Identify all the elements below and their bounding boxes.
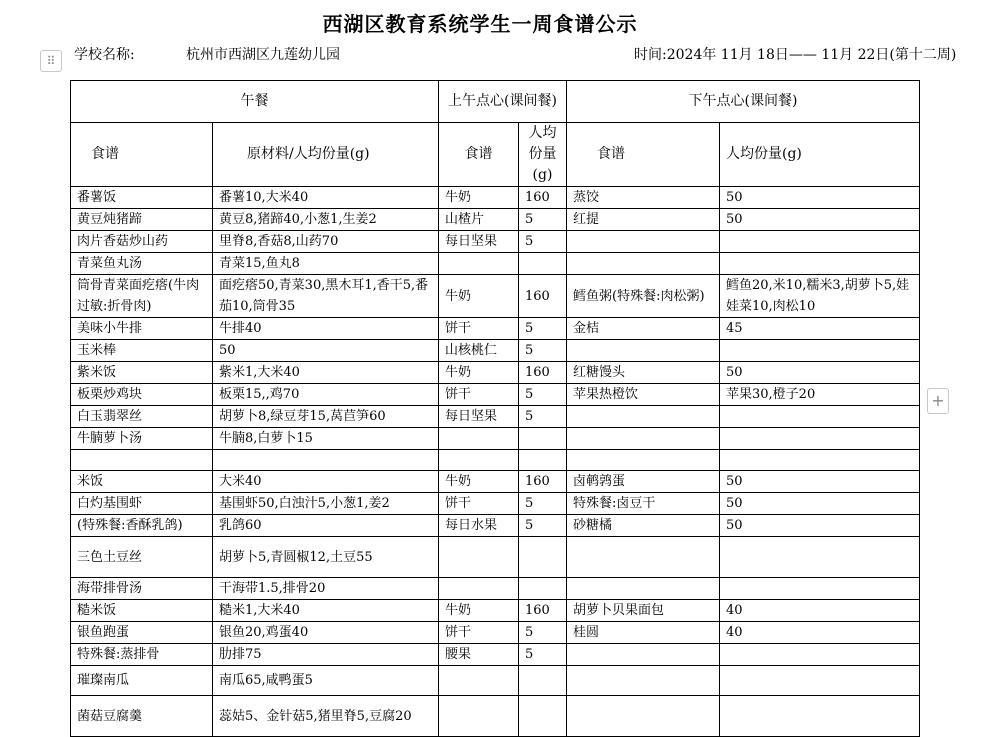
row-morning-qty: 5 [519,384,567,406]
row-afternoon-dish: 蒸饺 [567,187,720,209]
table-row [71,406,920,428]
row-afternoon-qty [720,406,920,428]
row-morning-qty: 5 [519,515,567,537]
row-morning-qty: 5 [519,406,567,428]
row-morning-dish: 牛奶 [439,187,519,209]
row-morning-qty: 160 [519,362,567,384]
row-afternoon-dish [567,578,720,600]
row-afternoon-dish: 红糖馒头 [567,362,720,384]
row-morning-qty: 5 [519,622,567,644]
row-afternoon-qty [720,537,920,578]
row-morning-dish: 每日水果 [439,515,519,537]
row-afternoon-dish: 鳕鱼粥(特殊餐:肉松粥) [567,275,720,318]
row-morning-qty: 5 [519,209,567,231]
col-afternoon-qty: 人均份量(g) [720,123,920,187]
row-morning-dish: 每日坚果 [439,406,519,428]
col-lunch-ingredients: 原材料/人均份量(g) [213,123,439,187]
row-dish: 黄豆炖猪蹄 [71,209,213,231]
row-morning-qty: 160 [519,275,567,318]
row-dish: 玉米棒 [71,340,213,362]
row-ingredients: 乳鸽60 [213,515,439,537]
row-ingredients: 肋排75 [213,644,439,666]
row-morning-dish: 每日坚果 [439,231,519,253]
row-afternoon-dish [567,231,720,253]
row-ingredients: 干海带1.5,排骨20 [213,578,439,600]
row-ingredients: 基围虾50,白浊汁5,小葱1,姜2 [213,493,439,515]
row-morning-dish [439,666,519,696]
row-morning-qty: 5 [519,318,567,340]
row-dish: 菌菇豆腐羹 [71,696,213,737]
row-dish: 白灼基围虾 [71,493,213,515]
table-row [71,253,920,275]
row-morning-dish [439,450,519,471]
table-row [71,666,920,696]
table-row [71,318,920,340]
table-row [71,622,920,644]
row-morning-dish: 饼干 [439,384,519,406]
row-dish: 银鱼跑蛋 [71,622,213,644]
row-afternoon-qty [720,644,920,666]
row-afternoon-qty: 50 [720,362,920,384]
row-dish: 筒骨青菜面疙瘩(牛肉过敏:折骨肉) [71,275,213,318]
weekly-menu-table [70,80,920,737]
row-afternoon-dish [567,696,720,737]
row-dish: 米饭 [71,471,213,493]
plus-icon[interactable]: + [927,388,949,414]
row-dish: 肉片香菇炒山药 [71,231,213,253]
table-subheader-row [71,123,920,187]
row-dish [71,450,213,471]
row-morning-qty [519,450,567,471]
row-morning-dish [439,696,519,737]
row-ingredients: 胡萝卜5,青圆椒12,土豆55 [213,537,439,578]
row-ingredients: 板栗15,,鸡70 [213,384,439,406]
table-row [71,428,920,450]
row-afternoon-qty: 50 [720,187,920,209]
date-range: 时间:2024年 11月 18日—— 11月 22日(第十二周) [634,47,957,63]
row-morning-dish [439,428,519,450]
row-morning-qty: 160 [519,187,567,209]
row-afternoon-dish: 苹果热橙饮 [567,384,720,406]
table-row [71,600,920,622]
row-afternoon-qty [720,253,920,275]
row-afternoon-qty: 50 [720,471,920,493]
row-ingredients: 大米40 [213,471,439,493]
row-ingredients: 面疙瘩50,青菜30,黑木耳1,香干5,番茄10,筒骨35 [213,275,439,318]
table-row [71,696,920,737]
table-row [71,187,920,209]
col-morning-qty: 人均份量(g) [519,123,567,187]
row-morning-qty: 5 [519,340,567,362]
table-row [71,384,920,406]
col-morning-dish: 食谱 [439,123,519,187]
row-afternoon-qty: 苹果30,橙子20 [720,384,920,406]
table-row [71,275,920,318]
row-morning-dish [439,578,519,600]
row-afternoon-qty [720,578,920,600]
row-dish: 番薯饭 [71,187,213,209]
row-ingredients: 牛排40 [213,318,439,340]
row-morning-qty [519,578,567,600]
row-afternoon-qty [720,340,920,362]
row-ingredients: 50 [213,340,439,362]
row-morning-qty: 5 [519,231,567,253]
row-morning-dish: 牛奶 [439,471,519,493]
row-morning-qty [519,696,567,737]
row-morning-qty: 160 [519,471,567,493]
row-dish: 板栗炒鸡块 [71,384,213,406]
row-ingredients: 里脊8,香菇8,山药70 [213,231,439,253]
row-ingredients: 牛腩8,白萝卜15 [213,428,439,450]
row-dish: 海带排骨汤 [71,578,213,600]
row-morning-dish: 牛奶 [439,275,519,318]
row-afternoon-dish: 桂圆 [567,622,720,644]
row-afternoon-qty: 50 [720,515,920,537]
table-row [71,644,920,666]
row-dish: 三色土豆丝 [71,537,213,578]
row-ingredients: 南瓜65,咸鸭蛋5 [213,666,439,696]
row-morning-qty [519,253,567,275]
row-morning-dish: 腰果 [439,644,519,666]
col-lunch-dish: 食谱 [71,123,213,187]
row-morning-dish: 饼干 [439,622,519,644]
page-title: 西湖区教育系统学生一周食谱公示 [322,12,638,36]
table-row [71,209,920,231]
table-header-row [71,81,920,123]
row-afternoon-qty: 鳕鱼20,米10,糯米3,胡萝卜5,娃娃菜10,肉松10 [720,275,920,318]
row-dish: (特殊餐:香酥乳鸽) [71,515,213,537]
row-ingredients: 胡萝卜8,绿豆芽15,莴苣笋60 [213,406,439,428]
row-morning-dish: 饼干 [439,318,519,340]
row-afternoon-dish [567,537,720,578]
row-afternoon-qty [720,428,920,450]
row-morning-dish: 牛奶 [439,600,519,622]
row-ingredients [213,450,439,471]
row-afternoon-dish: 胡萝卜贝果面包 [567,600,720,622]
row-afternoon-dish: 卤鹌鹑蛋 [567,471,720,493]
table-row [71,450,920,471]
row-morning-qty [519,666,567,696]
row-afternoon-dish [567,428,720,450]
row-morning-qty: 160 [519,600,567,622]
row-afternoon-dish [567,340,720,362]
table-row [71,340,920,362]
row-afternoon-dish [567,450,720,471]
table-row [71,537,920,578]
row-morning-dish: 饼干 [439,493,519,515]
row-afternoon-qty [720,666,920,696]
row-afternoon-dish: 特殊餐:卤豆干 [567,493,720,515]
grip-dots-icon[interactable]: ⠿ [40,50,62,72]
row-afternoon-dish: 金桔 [567,318,720,340]
row-ingredients: 糙米1,大米40 [213,600,439,622]
row-afternoon-qty [720,231,920,253]
row-ingredients: 银鱼20,鸡蛋40 [213,622,439,644]
row-morning-dish [439,253,519,275]
row-morning-qty: 5 [519,493,567,515]
row-ingredients: 番薯10,大米40 [213,187,439,209]
row-afternoon-dish: 红提 [567,209,720,231]
table-row [71,231,920,253]
table-row [71,578,920,600]
row-morning-qty [519,537,567,578]
row-afternoon-qty: 50 [720,209,920,231]
row-morning-dish [439,537,519,578]
row-afternoon-qty: 40 [720,622,920,644]
school-label: 学校名称: [74,47,135,63]
row-morning-qty: 5 [519,644,567,666]
row-afternoon-dish [567,666,720,696]
row-afternoon-qty [720,450,920,471]
row-ingredients: 紫米1,大米40 [213,362,439,384]
row-dish: 糙米饭 [71,600,213,622]
header-afternoon-snack: 下午点心(课间餐) [567,81,920,123]
row-dish: 牛腩萝卜汤 [71,428,213,450]
row-morning-dish: 牛奶 [439,362,519,384]
row-dish: 青菜鱼丸汤 [71,253,213,275]
school-name: 杭州市西湖区九莲幼儿园 [186,47,340,63]
row-dish: 特殊餐:蒸排骨 [71,644,213,666]
row-afternoon-qty: 45 [720,318,920,340]
col-afternoon-dish: 食谱 [567,123,720,187]
row-morning-qty [519,428,567,450]
row-afternoon-dish [567,253,720,275]
table-row [71,471,920,493]
row-afternoon-dish [567,406,720,428]
row-dish: 紫米饭 [71,362,213,384]
row-afternoon-dish: 砂糖橘 [567,515,720,537]
header-lunch: 午餐 [71,81,439,123]
row-afternoon-qty: 50 [720,493,920,515]
row-dish: 璀璨南瓜 [71,666,213,696]
table-row [71,493,920,515]
table-row [71,362,920,384]
row-afternoon-qty [720,696,920,737]
header-morning-snack: 上午点心(课间餐) [439,81,567,123]
row-ingredients: 蕊姑5、金针菇5,猪里脊5,豆腐20 [213,696,439,737]
row-afternoon-dish [567,644,720,666]
row-morning-dish: 山楂片 [439,209,519,231]
row-morning-dish: 山核桃仁 [439,340,519,362]
row-dish: 白玉翡翠丝 [71,406,213,428]
row-ingredients: 青菜15,鱼丸8 [213,253,439,275]
row-ingredients: 黄豆8,猪蹄40,小葱1,生姜2 [213,209,439,231]
table-row [71,515,920,537]
row-afternoon-qty: 40 [720,600,920,622]
row-dish: 美味小牛排 [71,318,213,340]
